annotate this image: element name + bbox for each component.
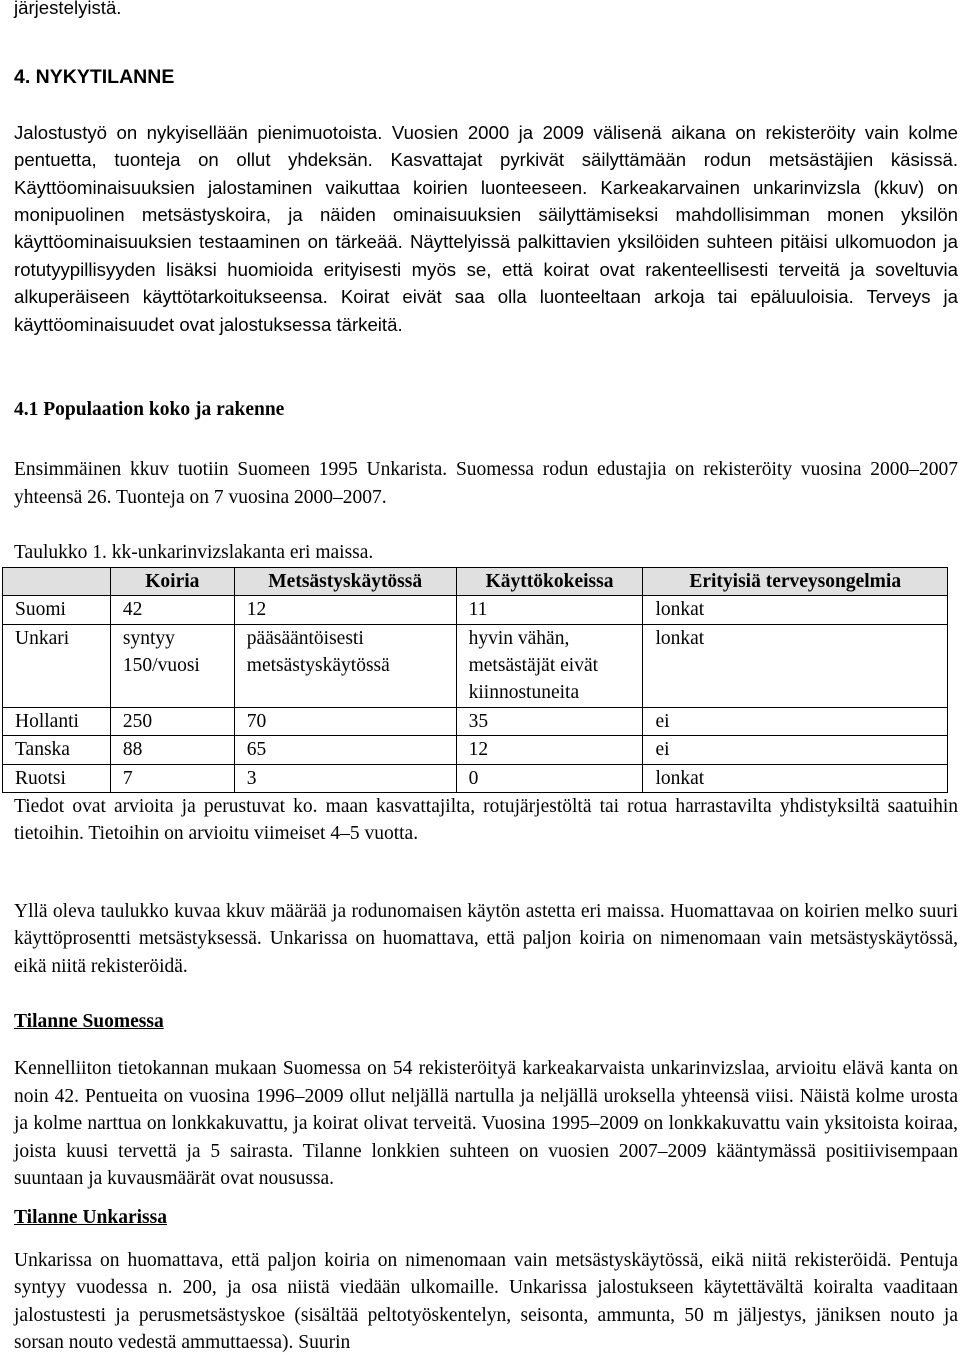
table-header-cell: Koiria xyxy=(110,567,234,595)
table-header-row xyxy=(3,567,948,595)
section-heading: 4. NYKYTILANNE xyxy=(14,66,175,89)
suomi-heading: Tilanne Suomessa xyxy=(14,1010,164,1032)
table-cell: 70 xyxy=(234,707,456,735)
table-cell: ei xyxy=(643,707,948,735)
continued-fragment: järjestelyistä. xyxy=(14,0,122,18)
table-header-cell xyxy=(3,567,111,595)
table-cell: 12 xyxy=(456,736,643,764)
table-cell: 35 xyxy=(456,707,643,735)
table-cell: syntyy 150/vuosi xyxy=(110,624,234,707)
table-cell: hyvin vähän, metsästäjät eivät kiinnostuneita xyxy=(456,624,643,707)
table-cell: Unkari xyxy=(3,624,111,707)
table-cell: Ruotsi xyxy=(3,764,111,792)
table-cell: 88 xyxy=(110,736,234,764)
population-paragraph: Ensimmäinen kkuv tuotiin Suomeen 1995 Unkarista. Suomessa rodun edustajia on rekisteröity vuosina 2000–2007 yhteensä 26. Tuonteja on 7 vuosina 2000–2007. xyxy=(14,459,958,508)
unkari-paragraph: Unkarissa on huomattava, että paljon koiria on nimenomaan vain metsästyskäytössä, eikä niitä rekisteröidä. Pentuja syntyy vuodessa n. 200, ja osa niistä viedään ulkomaille. Unkarissa jalostukseen käytettävältä koiralta vaaditaan jalostustesti ja perusmetsästyskoe (sisältää peltotyöskentelyn, seisonta, ammunta, 50 m jäljestys, jäniksen nouto ja sorsan nouto vedestä ammuttaessa). Suurin xyxy=(14,1249,958,1354)
table-cell: Suomi xyxy=(3,596,111,624)
table-header-cell: Erityisiä terveysongelmia xyxy=(643,567,948,595)
population-table xyxy=(2,567,948,793)
table-header-cell: Käyttökokeissa xyxy=(456,567,643,595)
table-cell: lonkat xyxy=(643,624,948,707)
intro-paragraph: Jalostustyö on nykyisellään pienimuotoista. Vuosien 2000 ja 2009 välisenä aikana on rekisteröity vain kolme pentuetta, tuonteja on ollut yhdeksän. Kasvattajat pyrkivät säilyttämään rodun metsästäjien käsissä. Käyttöominaisuuksien jalostaminen vaikuttaa koirien luonteeseen. Karkeakarvainen unkarinvizsla (kkuv) on monipuolinen metsästyskoira, ja näiden ominaisuuksien säilyttämiseksi mahdollisimman monen yksilön käyttöominaisuuksien testaaminen on tärkeää. Näyttelyissä palkittavien yksilöiden suhteen pitäisi ulkomuodon ja rotutyypillisyyden lisäksi huomioida erityisesti myös se, että koirat ovat rakenteellisesti terveitä ja soveltuvia alkuperäiseen käyttötarkoitukseensa. Koirat eivät saa olla luonteeltaan arkoja tai epäluuloisia. Terveys ja käyttöominaisuudet ovat jalostuksessa tärkeitä. xyxy=(14,121,958,335)
document-page xyxy=(14,0,958,1356)
suomi-paragraph: Kennelliiton tietokannan mukaan Suomessa on 54 rekisteröityä karkeakarvaista unkarinvizslaa, arvioitu elävä kanta on noin 42. Pentueita on vuosina 1996–2009 ollut neljällä nartulla ja neljällä uroksella yhteensä viisi. Näistä kolme urosta ja kolme narttua on lonkkakuvattu, ja koirat olivat terveitä. Vuosina 1995–2009 on lonkkakuvattu vain yksitoista koiraa, joista kuusi tervettä ja 5 sairasta. Tilanne lonkkien suhteen on vuosien 2007–2009 kääntymässä positiivisempaan suuntaan ja kuvausmäärät ovat nousussa. xyxy=(14,1058,958,1189)
table-row xyxy=(3,596,948,624)
table-row xyxy=(3,707,948,735)
table-cell: 0 xyxy=(456,764,643,792)
table-cell: ei xyxy=(643,736,948,764)
table-row xyxy=(3,624,948,707)
table-cell: 42 xyxy=(110,596,234,624)
table-note: Tiedot ovat arvioita ja perustuvat ko. maan kasvattajilta, rotujärjestöltä tai rotua harrastavilta yhdistyksiltä saatuihin tietoihin. Tietoihin on arvioitu viimeiset 4–5 vuotta. xyxy=(14,795,958,845)
table-cell: pääsääntöisesti metsästyskäytössä xyxy=(234,624,456,707)
table-cell: lonkat xyxy=(643,596,948,624)
table-cell: 250 xyxy=(110,707,234,735)
table-row xyxy=(3,736,948,764)
table-cell: Hollanti xyxy=(3,707,111,735)
subsection-heading: 4.1 Populaation koko ja rakenne xyxy=(14,399,285,421)
table-cell: 7 xyxy=(110,764,234,792)
table-caption: Taulukko 1. kk-unkarinvizslakanta eri maissa. xyxy=(14,542,374,564)
table-cell: 12 xyxy=(234,596,456,624)
table-cell: 65 xyxy=(234,736,456,764)
table-row xyxy=(3,764,948,792)
after-table-paragraph: Yllä oleva taulukko kuvaa kkuv määrää ja rodunomaisen käytön astetta eri maissa. Huomattavaa on koirien melko suuri käyttöprosentti metsästyksessä. Unkarissa on huomattava, että paljon koiria on nimenomaan vain metsästyskäytössä, eikä niitä rekisteröidä. xyxy=(14,900,958,977)
table-header-cell: Metsästyskäytössä xyxy=(234,567,456,595)
table-cell: 11 xyxy=(456,596,643,624)
table-cell: 3 xyxy=(234,764,456,792)
unkari-heading: Tilanne Unkarissa xyxy=(14,1207,167,1229)
table-cell: Tanska xyxy=(3,736,111,764)
table-cell: lonkat xyxy=(643,764,948,792)
